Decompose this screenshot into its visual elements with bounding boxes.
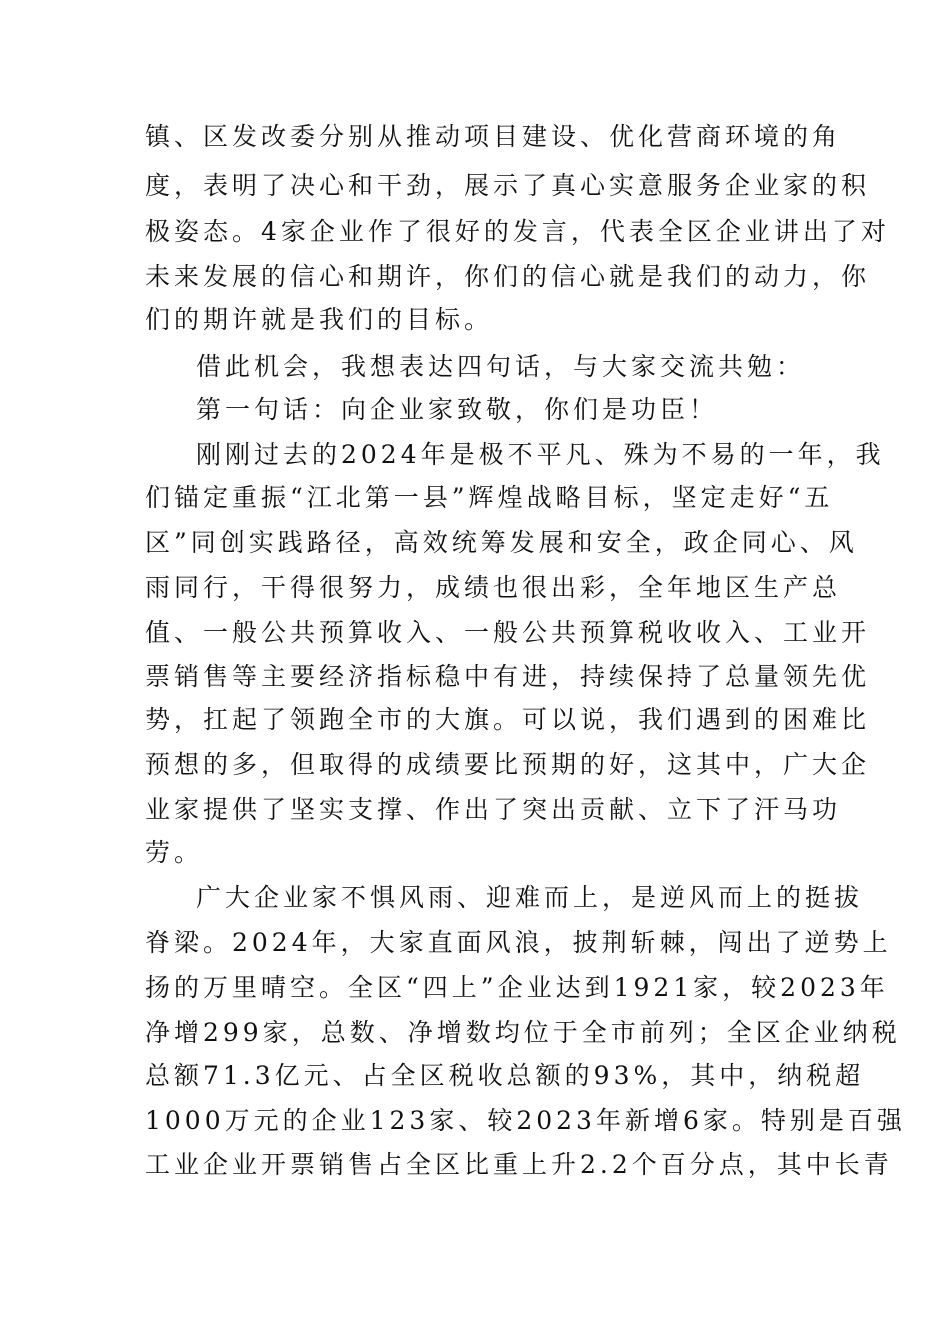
text-line: 区”同创实践路径，高效统筹发展和安全，政企同心、风 xyxy=(145,528,858,557)
section-heading: 第一句话：向企业家致敬，你们是功臣！ xyxy=(196,395,719,424)
paragraph-start: 广大企业家不惧风雨、迎难而上，是逆风而上的挺拔 xyxy=(196,883,864,912)
text-line: 劳。 xyxy=(145,838,204,867)
text-line: 脊梁。2024年，大家直面风浪，披荆斩棘，闯出了逆势上 xyxy=(145,928,892,957)
text-line: 雨同行，干得很努力，成绩也很出彩，全年地区生产总 xyxy=(145,573,842,602)
text-line: 镇、区发改委分别从推动项目建设、优化营商环境的角 xyxy=(145,122,842,151)
text-line: 票销售等主要经济指标稳中有进，持续保持了总量领先优 xyxy=(145,662,871,691)
paragraph-start: 借此机会，我想表达四句话，与大家交流共勉： xyxy=(196,352,806,381)
paragraph-start: 刚刚过去的2024年是极不平凡、殊为不易的一年，我 xyxy=(196,440,885,469)
text-line: 势，扛起了领跑全市的大旗。可以说，我们遇到的困难比 xyxy=(145,705,871,734)
text-line: 们锚定重振“江北第一县”辉煌战略目标，坚定走好“五 xyxy=(145,483,834,512)
text-line: 净增299家，总数、净增数均位于全市前列；全区企业纳税 xyxy=(145,1018,901,1047)
text-line: 1000万元的企业123家、较2023年新增6家。特别是百强 xyxy=(145,1106,906,1135)
text-line: 值、一般公共预算收入、一般公共预算税收收入、工业开 xyxy=(145,618,871,647)
text-line: 们的期许就是我们的目标。 xyxy=(145,305,494,334)
text-line: 业家提供了坚实支撑、作出了突出贡献、立下了汗马功 xyxy=(145,795,842,824)
text-line: 工业企业开票销售占全区比重上升2.2个百分点，其中长青 xyxy=(145,1150,893,1179)
text-line: 未来发展的信心和期许，你们的信心就是我们的动力，你 xyxy=(145,262,871,291)
text-line: 极姿态。4家企业作了很好的发言，代表全区企业讲出了对 xyxy=(145,217,890,246)
text-line: 总额71.3亿元、占全区税收总额的93%，其中，纳税超 xyxy=(145,1061,865,1090)
text-line: 度，表明了决心和干劲，展示了真心实意服务企业家的积 xyxy=(145,171,871,200)
text-line: 预想的多，但取得的成绩要比预期的好，这其中，广大企 xyxy=(145,750,871,779)
text-line: 扬的万里晴空。全区“四上”企业达到1921家，较2023年 xyxy=(145,973,889,1002)
